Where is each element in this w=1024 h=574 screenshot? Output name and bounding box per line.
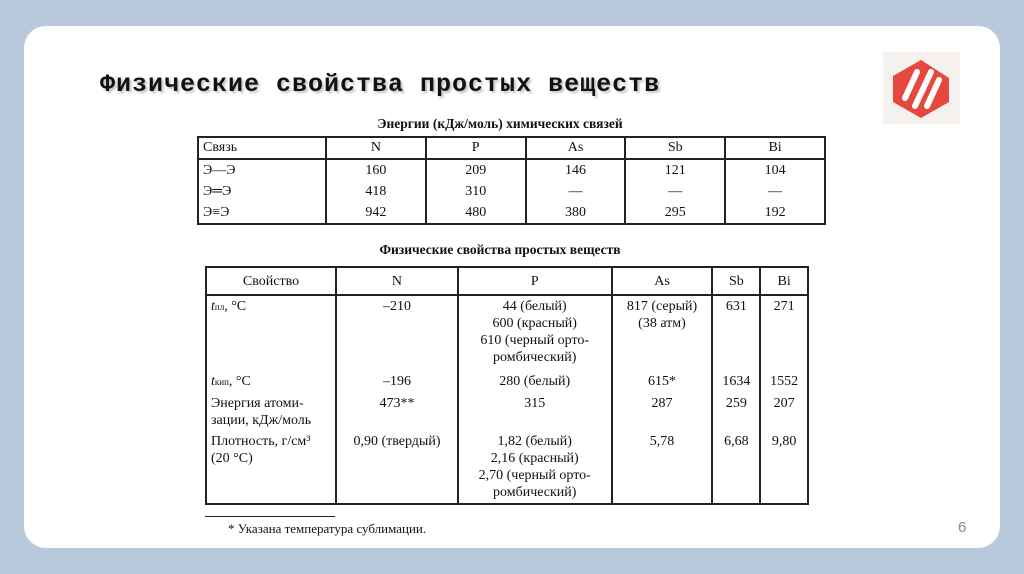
table-row (206, 295, 808, 373)
table-cell: 5,78 (612, 433, 713, 504)
table-row (206, 395, 808, 433)
header-cell: Bi (760, 267, 808, 295)
table-cell: 380 (526, 202, 626, 224)
table-cell: 280 (белый) (458, 373, 612, 395)
table-cell: –210 (336, 295, 458, 373)
physical-properties-table (205, 266, 809, 505)
table-cell: 1,82 (белый) 2,16 (красный) 2,70 (черный орто- ромбический) (458, 433, 612, 504)
table-cell: 259 (712, 395, 760, 433)
table-cell: 473** (336, 395, 458, 433)
table-cell: 418 (326, 181, 426, 202)
table-cell: 315 (458, 395, 612, 433)
footnote: * Указана температура сублимации. (228, 521, 427, 536)
table-cell: 192 (725, 202, 825, 224)
table-cell: 817 (серый) (38 атм) (612, 295, 713, 373)
table-header-row (198, 137, 825, 159)
bond-energy-table (197, 136, 826, 225)
table-cell: 6,68 (712, 433, 760, 504)
table-cell: 271 (760, 295, 808, 373)
table-cell: 942 (326, 202, 426, 224)
table-cell: — (526, 181, 626, 202)
table-cell: –196 (336, 373, 458, 395)
table-cell: Э≡Э (198, 202, 326, 224)
boiling-label: tкип, °С (206, 373, 336, 395)
table-row (206, 433, 808, 504)
brand-logo-icon (883, 52, 960, 124)
table-cell: 480 (426, 202, 526, 224)
slide-title: Физические свойства простых веществ (100, 70, 661, 99)
melting-label: tпл, °С (206, 295, 336, 373)
table-row (198, 202, 825, 224)
header-cell: Связь (198, 137, 326, 159)
table-cell: 9,80 (760, 433, 808, 504)
table-cell: 631 (712, 295, 760, 373)
atomization-label: Энергия атоми- зации, кДж/моль (206, 395, 336, 433)
header-cell: P (458, 267, 612, 295)
table-cell: 310 (426, 181, 526, 202)
table-cell: Э═Э (198, 181, 326, 202)
table-cell: 146 (526, 159, 626, 181)
table-row (198, 159, 825, 181)
footnote-divider (205, 516, 335, 517)
table-cell: 1634 (712, 373, 760, 395)
table-cell: 160 (326, 159, 426, 181)
table-row (206, 373, 808, 395)
table-cell: 295 (625, 202, 725, 224)
density-label: Плотность, г/см³ (20 °С) (206, 433, 336, 504)
table-cell: 104 (725, 159, 825, 181)
header-cell: Sb (625, 137, 725, 159)
table-cell: 207 (760, 395, 808, 433)
table-cell: Э—Э (198, 159, 326, 181)
header-cell: As (526, 137, 626, 159)
table-cell: 615* (612, 373, 713, 395)
header-cell: P (426, 137, 526, 159)
table-cell: — (625, 181, 725, 202)
header-cell: Sb (712, 267, 760, 295)
table-row (198, 181, 825, 202)
header-cell: N (336, 267, 458, 295)
table-cell: 44 (белый) 600 (красный) 610 (черный орто- ромбический) (458, 295, 612, 373)
table-cell: 0,90 (твердый) (336, 433, 458, 504)
header-cell: Свойство (206, 267, 336, 295)
table-header-row (206, 267, 808, 295)
table-cell: 209 (426, 159, 526, 181)
table-cell: 1552 (760, 373, 808, 395)
table2-caption: Физические свойства простых веществ (379, 242, 621, 257)
header-cell: As (612, 267, 713, 295)
table-cell: 287 (612, 395, 713, 433)
page-number: 6 (958, 519, 967, 536)
header-cell: Bi (725, 137, 825, 159)
table1-caption: Энергии (кДж/моль) химических связей (377, 116, 623, 131)
table-cell: 121 (625, 159, 725, 181)
header-cell: N (326, 137, 426, 159)
table-cell: — (725, 181, 825, 202)
